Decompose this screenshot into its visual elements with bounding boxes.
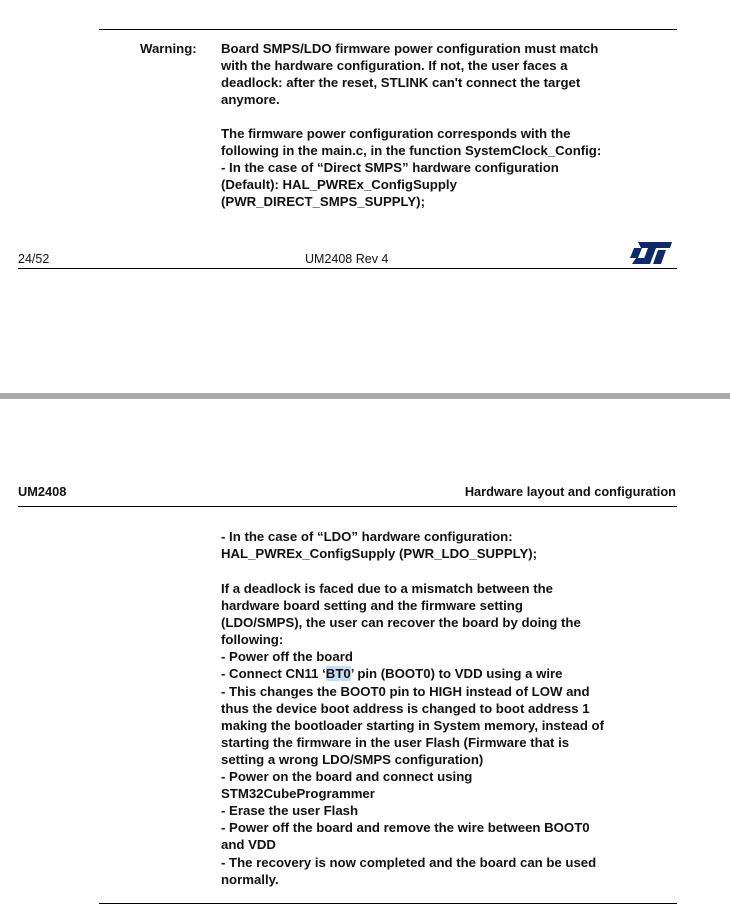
page-number: 24/52 xyxy=(18,252,50,266)
warning-text xyxy=(221,40,598,108)
text-line: normally. xyxy=(221,871,279,887)
doc-revision: UM2408 Rev 4 xyxy=(305,252,389,266)
text-line: (Default): HAL_PWREx_ConfigSupply xyxy=(221,177,457,193)
text-line: - Power on the board and connect using xyxy=(221,769,473,785)
text-line: anymore. xyxy=(221,92,280,108)
text-line: - This changes the BOOT0 pin to HIGH instead of LOW and xyxy=(221,683,590,699)
text-line: with the hardware configuration. If not, the user faces a xyxy=(221,58,568,74)
text-line: making the bootloader starting in System memory, instead of xyxy=(221,717,604,733)
text-line: If a deadlock is faced due to a mismatch between the xyxy=(221,581,553,596)
text-line: hardware board setting and the firmware setting xyxy=(221,598,523,614)
text-line: (LDO/SMPS), the user can recover the board by doing the xyxy=(221,615,581,631)
cn11-line xyxy=(221,665,604,682)
text-line: - Power off the board and remove the wire between BOOT0 xyxy=(221,820,590,836)
text-line: The firmware power configuration corresponds with the xyxy=(221,126,571,141)
text-line: STM32CubeProgrammer xyxy=(221,786,375,802)
header-section-title: Hardware layout and configuration xyxy=(464,484,676,499)
page-separator xyxy=(0,393,730,399)
cn11-prefix: - Connect CN11 ‘ xyxy=(221,666,326,682)
cn11-suffix: ’ pin (BOOT0) to VDD using a wire xyxy=(350,666,563,682)
text-line: deadlock: after the reset, STLINK can't connect the target xyxy=(221,75,581,91)
text-line: thus the device boot address is changed to boot address 1 xyxy=(221,700,590,716)
text-line: following: xyxy=(221,632,284,648)
ldo-text xyxy=(221,528,537,562)
top-rule xyxy=(99,29,677,30)
search-highlight: BT0 xyxy=(325,666,351,682)
text-line: setting a wrong LDO/SMPS configuration) xyxy=(221,751,484,767)
text-line: - Erase the user Flash xyxy=(221,803,359,819)
text-line: - Power off the board xyxy=(221,649,353,665)
text-line: HAL_PWREx_ConfigSupply (PWR_LDO_SUPPLY); xyxy=(221,546,538,562)
text-line: following in the main.c, in the function SystemClock_Config: xyxy=(221,143,602,159)
st-logo-icon xyxy=(630,240,674,265)
text-line: (PWR_DIRECT_SMPS_SUPPLY); xyxy=(221,194,425,210)
footer-rule xyxy=(18,268,677,269)
config-text xyxy=(221,125,601,210)
header-doc-id: UM2408 xyxy=(18,484,67,499)
recovery-text xyxy=(221,580,604,888)
text-line: and VDD xyxy=(221,837,276,853)
text-line: - In the case of “Direct SMPS” hardware configuration xyxy=(221,160,559,176)
bottom-rule xyxy=(99,903,677,904)
text-line: - In the case of “LDO” hardware configuration: xyxy=(221,529,513,544)
text-line: starting the firmware in the user Flash (Firmware that is xyxy=(221,734,570,750)
warning-label: Warning: xyxy=(140,41,197,56)
text-line: - The recovery is now completed and the board can be used xyxy=(221,854,597,870)
header-rule xyxy=(18,506,677,507)
text-line: Board SMPS/LDO firmware power configuration must match xyxy=(221,41,599,56)
